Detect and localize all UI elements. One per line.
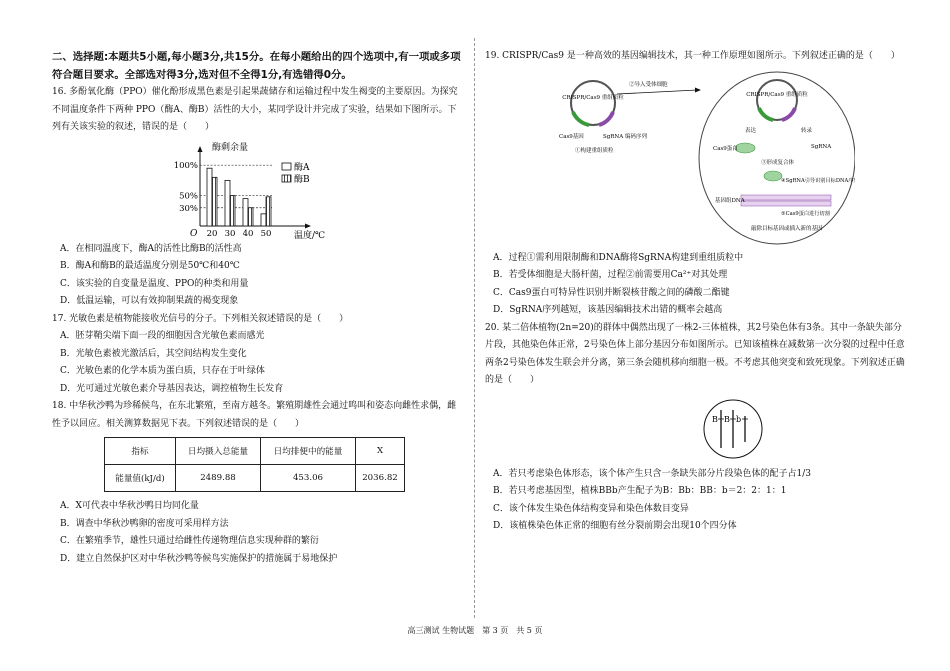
question-16-option-d: D．低温运输，可以有效抑制果蔬的褐变现象 <box>60 296 239 306</box>
cas9-protein-shape <box>735 143 755 153</box>
cas9-protein-label: Cas9蛋白 <box>713 145 738 152</box>
question-20-option-d: D．该植株染色体正常的细胞有丝分裂前期会出现10个四分体 <box>493 521 737 531</box>
y-tick-label: 50% <box>179 191 198 202</box>
result-label: 敲除目标基因或插入新的基因 <box>751 225 823 232</box>
question-16-option-c: C．该实验的自变量是温度、PPO的种类和用量 <box>60 278 249 289</box>
express-label: 表达 <box>745 127 757 134</box>
question-17-option-a: A．胚芽鞘尖端下面一段的细胞因含光敏色素而感光 <box>60 331 265 341</box>
legend-swatch-enzyme-a <box>282 163 291 170</box>
complex-shape <box>764 171 782 181</box>
gene-label-1: B <box>712 414 718 424</box>
crispr-diagram <box>555 68 855 246</box>
question-16-stem: 16. 多酚氧化酶（PPO）催化酚形成黑色素是引起果蔬储存和运输过程中发生褐变的主要原因。为探究不同温度条件下两种 PPO（酶A、酶B）活性的大小，某同学设计并完成了实验，结果如下图所示。下列有关该实验的叙述，错误的是（ ） <box>52 87 458 132</box>
step-2-label: ②导入受体细胞 <box>629 81 668 88</box>
bar-enzyme-a <box>261 213 266 225</box>
table-cell: 能量值(kJ/d) <box>105 465 176 492</box>
energy-table <box>104 437 405 492</box>
question-20-option-a: A．若只考虑染色体形态，该个体产生只含一条缺失部分片段染色体的配子占1/3 <box>493 468 811 479</box>
question-17-option-b: B．光敏色素被光激活后，其空间结构发生变化 <box>60 348 247 359</box>
table-cell: 2036.82 <box>356 465 405 492</box>
legend-label-enzyme-a: 酶A <box>294 162 310 173</box>
genome-dna-label: 基因组DNA <box>715 197 745 204</box>
question-20-option-b: B．若只考虑基因型，植株BBb产生配子为B：Bb：BB：b＝2：2：1：1 <box>493 486 787 496</box>
question-20-option-c: C．该个体发生染色体结构变异和染色体数目变异 <box>493 503 689 514</box>
column-divider <box>474 38 475 618</box>
question-19-stem: 19. CRISPR/Cas9 是一种高效的基因编辑技术，其一种工作原理如图所示。下列叙述正确的是（ ） <box>485 51 900 61</box>
table-header-cell: 日均摄入总能量 <box>176 438 261 465</box>
y-tick-label: 30% <box>179 203 198 214</box>
bar-enzyme-a <box>207 168 212 226</box>
import-arrow <box>617 90 697 94</box>
origin-label: O <box>190 228 198 239</box>
table-row <box>105 465 405 492</box>
question-19-option-d: D．SgRNA序列越短，该基因编辑技术出错的概率会越高 <box>493 305 723 315</box>
cas9-gene-segment <box>573 112 589 125</box>
plasmid-1-label: CRISPR/Cas9 重组质粒 <box>562 94 624 101</box>
left-column <box>52 48 462 568</box>
table-header-cell: X <box>356 438 405 465</box>
question-18-option-d: D．建立自然保护区对中华秋沙鸭等候鸟实施保护的措施属于易地保护 <box>60 553 338 564</box>
chromosome-diagram <box>693 398 773 460</box>
x-axis-arrow <box>305 223 311 228</box>
question-17-option-d: D．光可通过光敏色素介导基因表达，调控植物生长发育 <box>60 383 284 394</box>
genome-dna-strand-top <box>741 195 831 200</box>
page-footer: 高三测试 生物试题 第 3 页 共 5 页 <box>407 626 543 635</box>
bar-enzyme-a <box>225 180 230 226</box>
legend-label-enzyme-b: 酶B <box>294 174 310 185</box>
table-header-row <box>105 438 405 465</box>
table-header-cell: 指标 <box>105 438 176 465</box>
step-4-label: ④SgRNA引导识别目标DNA序列 <box>781 177 855 184</box>
bar-enzyme-b <box>248 207 253 225</box>
bar-enzyme-b <box>212 177 217 226</box>
question-20-stem: 20. 某二倍体植物(2n=20)的群体中偶然出现了一株2-三体植株，其2号染色体有3条。其中一条缺失部分片段，其他染色体正常，2号染色体上部分基因分布如图所示。已知该植株在减数第一次分裂的过程中任意两条2号染色体发生联会并分离，第三条会随机移向细胞一极。不考虑其他突变和致死现象。下列叙述正确的是（ ） <box>485 322 905 385</box>
question-19-option-b: B．若受体细胞是大肠杆菌，过程②前需要用Ca²⁺对其处理 <box>493 270 728 280</box>
gene-label-3: b <box>736 414 742 424</box>
x-tick-label: 20 <box>206 228 218 239</box>
x-tick-label: 40 <box>242 228 254 239</box>
cas9-gene-label: Cas9基因 <box>559 133 584 140</box>
transcribe-label: 转录 <box>801 127 813 134</box>
question-17-stem: 17. 光敏色素是植物能接收光信号的分子。下列相关叙述错误的是（ ） <box>52 313 349 324</box>
question-17-option-c: C．光敏色素的化学本质为蛋白质，只存在于叶绿体 <box>60 366 265 376</box>
question-18-stem: 18. 中华秋沙鸭为珍稀候鸟，在东北繁殖，至南方越冬。繁殖期雄性会通过鸣叫和姿态向雌性求偶，雌性予以回应。相关测算数据见下表。下列叙述错误的是（ ） <box>52 401 457 429</box>
question-16-option-a: A．在相同温度下，酶A的活性比酶B的活性高 <box>60 243 242 254</box>
question-16-option-b: B．酶A和酶B的最适温度分别是50℃和40℃ <box>60 261 240 271</box>
sgrna-label: SgRNA <box>811 143 832 150</box>
enzyme-bar-chart <box>172 141 392 239</box>
table-cell: 453.06 <box>261 465 356 492</box>
bar-enzyme-b <box>230 195 235 225</box>
plasmid-2-label: CRISPR/Cas9 重组质粒 <box>746 91 808 98</box>
x-tick-label: 30 <box>224 228 236 239</box>
x-tick-label: 50 <box>260 228 272 239</box>
chart-svg <box>172 141 392 239</box>
chromosome-diagram-svg <box>693 398 773 460</box>
gene-label-2: B <box>724 414 730 424</box>
sgrna-segment <box>599 112 613 125</box>
y-axis-arrow <box>198 146 203 152</box>
table-cell: 2489.88 <box>176 465 261 492</box>
y-tick-label: 100% <box>173 160 198 171</box>
sgrna-seq-label: SgRNA 编码序列 <box>603 133 647 140</box>
bar-enzyme-b <box>266 196 271 225</box>
question-18-option-b: B．调查中华秋沙鸭卵的密度可采用样方法 <box>60 518 229 529</box>
genome-dna-strand-bottom <box>741 201 831 206</box>
crispr-diagram-svg <box>555 68 855 246</box>
table-header-cell: 日均排便中的能量 <box>261 438 356 465</box>
step-1-label: ①构建重组质粒 <box>575 147 614 154</box>
legend-swatch-enzyme-b <box>282 175 291 182</box>
section-heading: 二、选择题:本题共5小题,每小题3分,共15分。在每小题给出的四个选项中,有一项或多项符合题目要求。全部选对得3分,选对但不全得1分,有选错得0分。 <box>52 51 461 81</box>
question-18-option-c: C．在繁殖季节，雄性只通过给雌性传递物理信息实现种群的繁衍 <box>60 536 319 546</box>
question-18-option-a: A．X可代表中华秋沙鸭日均同化量 <box>60 501 199 511</box>
import-arrowhead <box>695 87 701 92</box>
bar-enzyme-a <box>243 198 248 225</box>
chart-title: 酶剩余量 <box>212 142 249 153</box>
x-axis-label: 温度/℃ <box>294 230 326 239</box>
step-5-label: ⑤Cas9蛋白进行切割 <box>781 210 830 217</box>
question-19-option-c: C．Cas9蛋白可特异性识别并断裂核苷酸之间的磷酸二酯键 <box>493 287 730 298</box>
step-3-label: ③形成复合体 <box>761 159 795 166</box>
question-19-option-a: A．过程①需利用限制酶和DNA酶将SgRNA构建到重组质粒中 <box>493 252 744 263</box>
right-column <box>485 48 905 536</box>
